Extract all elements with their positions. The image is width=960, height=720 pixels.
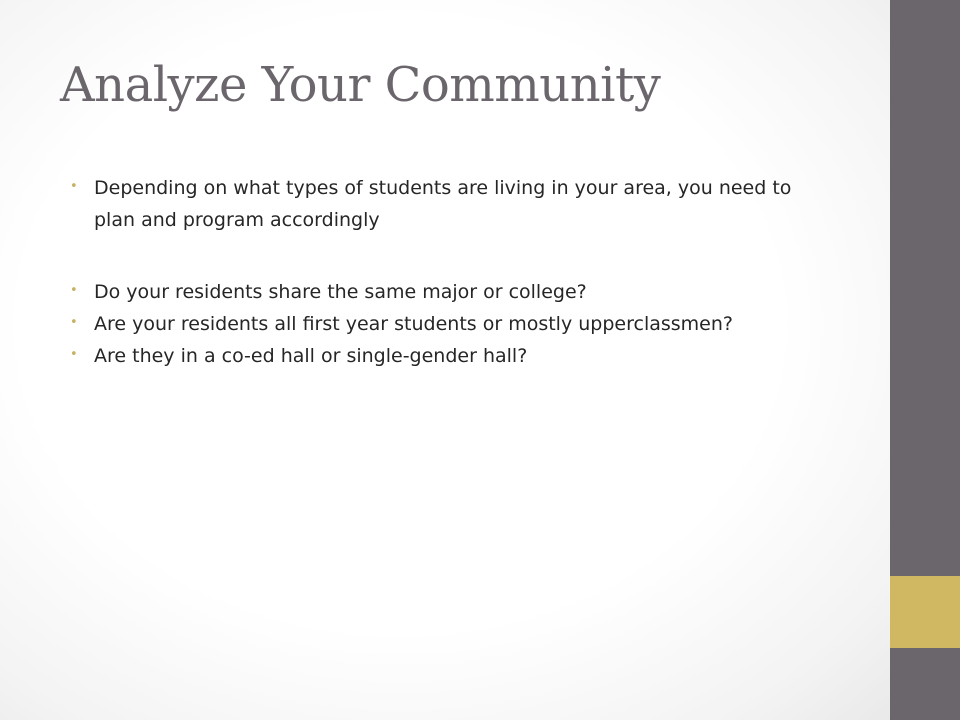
bullet-text: Do your residents share the same major or college? bbox=[94, 281, 587, 303]
bullet-text: Are your residents all first year students or mostly upperclassmen? bbox=[94, 313, 733, 335]
slide-title: Analyze Your Community bbox=[60, 57, 661, 113]
bullet-list bbox=[70, 172, 810, 372]
bullet-item bbox=[70, 308, 810, 340]
sidebar-bar-bottom bbox=[890, 648, 960, 720]
sidebar-bar-top bbox=[890, 0, 960, 576]
bullet-text: Depending on what types of students are living in your area, you need to plan and program accordingly bbox=[94, 177, 792, 231]
bullet-dot-icon: • bbox=[70, 179, 78, 194]
bullet-dot-icon: • bbox=[70, 315, 78, 330]
bullet-text: Are they in a co-ed hall or single-gender hall? bbox=[94, 345, 528, 367]
bullet-dot-icon: • bbox=[70, 347, 78, 362]
bullet-item bbox=[70, 172, 810, 236]
sidebar-accent-block bbox=[890, 576, 960, 648]
bullet-item bbox=[70, 340, 810, 372]
bullet-dot-icon: • bbox=[70, 283, 78, 298]
bullet-item bbox=[70, 276, 810, 308]
